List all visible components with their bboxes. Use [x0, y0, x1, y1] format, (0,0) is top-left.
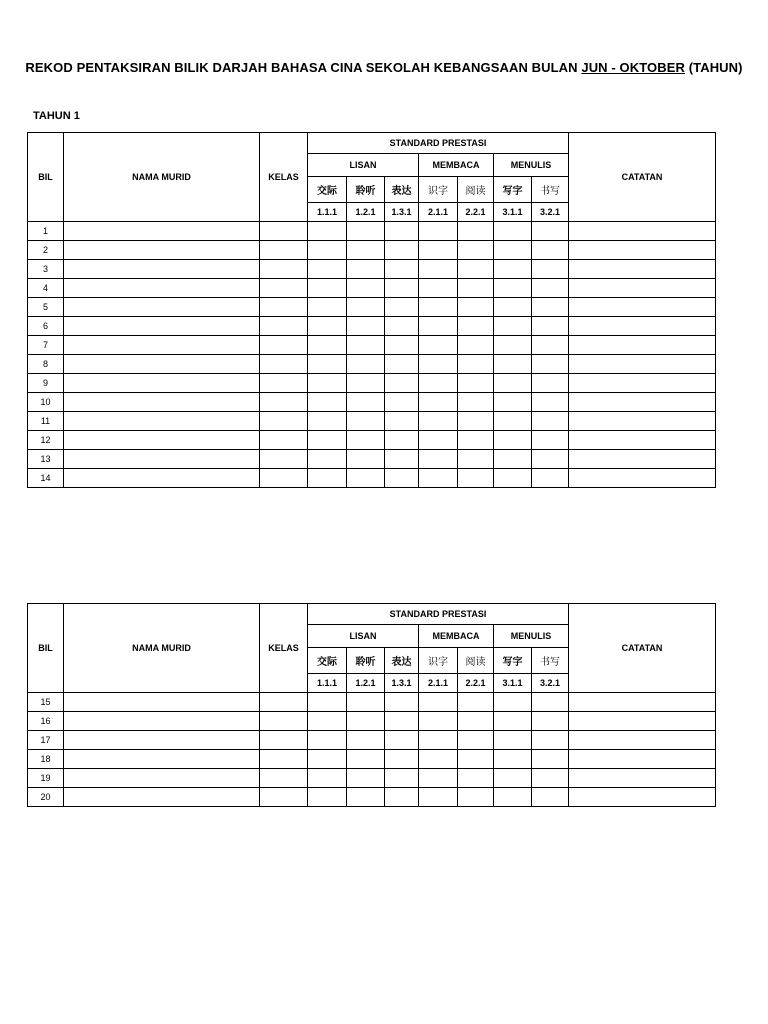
score-cell[interactable]	[385, 279, 419, 298]
row-number: 14	[28, 469, 64, 488]
score-cell[interactable]	[458, 336, 494, 355]
score-cell[interactable]	[308, 412, 347, 431]
row-number: 18	[28, 750, 64, 769]
score-cell[interactable]	[385, 693, 419, 712]
score-cell[interactable]	[532, 393, 569, 412]
score-cell[interactable]	[308, 750, 347, 769]
score-cell[interactable]	[532, 788, 569, 807]
score-cell[interactable]	[385, 731, 419, 750]
header-standard-prestasi: STANDARD PRESTASI	[308, 133, 569, 154]
kelas-cell[interactable]	[260, 393, 308, 412]
code-header: 2.1.1	[419, 203, 458, 222]
score-cell[interactable]	[532, 750, 569, 769]
nama-murid-cell[interactable]	[64, 222, 260, 241]
score-cell[interactable]	[308, 279, 347, 298]
score-cell[interactable]	[458, 374, 494, 393]
score-cell[interactable]	[385, 222, 419, 241]
catatan-cell[interactable]	[569, 279, 716, 298]
row-number: 19	[28, 769, 64, 788]
kelas-cell[interactable]	[260, 431, 308, 450]
catatan-cell[interactable]	[569, 298, 716, 317]
header-catatan: CATATAN	[569, 604, 716, 693]
kelas-cell[interactable]	[260, 712, 308, 731]
score-cell[interactable]	[347, 298, 385, 317]
skill-header: 表达	[385, 177, 419, 203]
page-title	[0, 60, 768, 75]
kelas-cell[interactable]	[260, 298, 308, 317]
score-cell[interactable]	[419, 317, 458, 336]
nama-murid-cell[interactable]	[64, 260, 260, 279]
score-cell[interactable]	[385, 260, 419, 279]
score-cell[interactable]	[494, 412, 532, 431]
score-cell[interactable]	[494, 393, 532, 412]
skill-header: 阅读	[458, 177, 494, 203]
table-row	[28, 393, 716, 412]
score-cell[interactable]	[347, 241, 385, 260]
score-cell[interactable]	[308, 450, 347, 469]
score-cell[interactable]	[385, 241, 419, 260]
table-row	[28, 712, 716, 731]
skill-header: 交际	[308, 177, 347, 203]
score-cell[interactable]	[458, 355, 494, 374]
kelas-cell[interactable]	[260, 731, 308, 750]
header-kelas: KELAS	[260, 133, 308, 222]
row-number: 4	[28, 279, 64, 298]
catatan-cell[interactable]	[569, 469, 716, 488]
score-cell[interactable]	[385, 298, 419, 317]
score-cell[interactable]	[458, 450, 494, 469]
row-number: 1	[28, 222, 64, 241]
score-cell[interactable]	[385, 431, 419, 450]
score-cell[interactable]	[308, 222, 347, 241]
score-cell[interactable]	[419, 412, 458, 431]
table-row	[28, 355, 716, 374]
table-row	[28, 336, 716, 355]
catatan-cell[interactable]	[569, 769, 716, 788]
score-cell[interactable]	[419, 469, 458, 488]
header-lisan: LISAN	[308, 625, 419, 648]
nama-murid-cell[interactable]	[64, 469, 260, 488]
score-cell[interactable]	[308, 374, 347, 393]
section-label: TAHUN 1	[33, 110, 80, 122]
score-cell[interactable]	[308, 241, 347, 260]
catatan-cell[interactable]	[569, 374, 716, 393]
score-cell[interactable]	[347, 469, 385, 488]
score-cell[interactable]	[458, 241, 494, 260]
score-cell[interactable]	[458, 469, 494, 488]
score-cell[interactable]	[494, 731, 532, 750]
table-row	[28, 412, 716, 431]
score-cell[interactable]	[308, 431, 347, 450]
score-cell[interactable]	[494, 712, 532, 731]
score-cell[interactable]	[532, 731, 569, 750]
score-cell[interactable]	[347, 355, 385, 374]
header-nama-murid: NAMA MURID	[64, 604, 260, 693]
score-cell[interactable]	[458, 769, 494, 788]
score-cell[interactable]	[494, 298, 532, 317]
score-cell[interactable]	[385, 788, 419, 807]
score-cell[interactable]	[419, 450, 458, 469]
assessment-table-1	[27, 132, 716, 488]
header-nama-murid: NAMA MURID	[64, 133, 260, 222]
kelas-cell[interactable]	[260, 336, 308, 355]
score-cell[interactable]	[385, 355, 419, 374]
score-cell[interactable]	[419, 788, 458, 807]
score-cell[interactable]	[419, 769, 458, 788]
nama-murid-cell[interactable]	[64, 431, 260, 450]
score-cell[interactable]	[494, 431, 532, 450]
skill-header: 聆听	[347, 648, 385, 674]
score-cell[interactable]	[385, 769, 419, 788]
kelas-cell[interactable]	[260, 279, 308, 298]
nama-murid-cell[interactable]	[64, 731, 260, 750]
code-header: 2.1.1	[419, 674, 458, 693]
nama-murid-cell[interactable]	[64, 693, 260, 712]
score-cell[interactable]	[458, 693, 494, 712]
score-cell[interactable]	[532, 769, 569, 788]
score-cell[interactable]	[385, 469, 419, 488]
score-cell[interactable]	[419, 693, 458, 712]
table-row	[28, 317, 716, 336]
catatan-cell[interactable]	[569, 450, 716, 469]
table-row	[28, 260, 716, 279]
row-number: 17	[28, 731, 64, 750]
score-cell[interactable]	[308, 298, 347, 317]
score-cell[interactable]	[308, 469, 347, 488]
score-cell[interactable]	[347, 431, 385, 450]
nama-murid-cell[interactable]	[64, 788, 260, 807]
score-cell[interactable]	[347, 317, 385, 336]
kelas-cell[interactable]	[260, 450, 308, 469]
code-header: 3.2.1	[532, 674, 569, 693]
skill-header: 书写	[532, 177, 569, 203]
catatan-cell[interactable]	[569, 355, 716, 374]
score-cell[interactable]	[419, 355, 458, 374]
catatan-cell[interactable]	[569, 222, 716, 241]
score-cell[interactable]	[494, 450, 532, 469]
score-cell[interactable]	[385, 317, 419, 336]
score-cell[interactable]	[347, 693, 385, 712]
skill-header: 聆听	[347, 177, 385, 203]
score-cell[interactable]	[347, 336, 385, 355]
score-cell[interactable]	[532, 222, 569, 241]
score-cell[interactable]	[494, 788, 532, 807]
catatan-cell[interactable]	[569, 431, 716, 450]
score-cell[interactable]	[385, 336, 419, 355]
kelas-cell[interactable]	[260, 374, 308, 393]
kelas-cell[interactable]	[260, 355, 308, 374]
code-header: 3.1.1	[494, 203, 532, 222]
score-cell[interactable]	[458, 712, 494, 731]
score-cell[interactable]	[532, 355, 569, 374]
nama-murid-cell[interactable]	[64, 241, 260, 260]
code-header: 1.2.1	[347, 203, 385, 222]
row-number: 2	[28, 241, 64, 260]
score-cell[interactable]	[347, 769, 385, 788]
score-cell[interactable]	[494, 355, 532, 374]
table-row	[28, 769, 716, 788]
score-cell[interactable]	[419, 393, 458, 412]
score-cell[interactable]	[308, 769, 347, 788]
score-cell[interactable]	[494, 769, 532, 788]
kelas-cell[interactable]	[260, 241, 308, 260]
score-cell[interactable]	[532, 298, 569, 317]
score-cell[interactable]	[308, 393, 347, 412]
score-cell[interactable]	[385, 750, 419, 769]
skill-header: 阅读	[458, 648, 494, 674]
catatan-cell[interactable]	[569, 731, 716, 750]
score-cell[interactable]	[419, 298, 458, 317]
row-number: 7	[28, 336, 64, 355]
score-cell[interactable]	[494, 336, 532, 355]
score-cell[interactable]	[494, 317, 532, 336]
score-cell[interactable]	[494, 260, 532, 279]
catatan-cell[interactable]	[569, 317, 716, 336]
header-lisan: LISAN	[308, 154, 419, 177]
score-cell[interactable]	[308, 731, 347, 750]
score-cell[interactable]	[347, 412, 385, 431]
nama-murid-cell[interactable]	[64, 298, 260, 317]
table-body-1	[28, 222, 716, 488]
score-cell[interactable]	[458, 317, 494, 336]
kelas-cell[interactable]	[260, 222, 308, 241]
title-suffix: (TAHUN)	[688, 60, 743, 75]
table-row	[28, 431, 716, 450]
score-cell[interactable]	[419, 731, 458, 750]
score-cell[interactable]	[308, 788, 347, 807]
kelas-cell[interactable]	[260, 317, 308, 336]
score-cell[interactable]	[458, 431, 494, 450]
score-cell[interactable]	[458, 393, 494, 412]
code-header: 3.2.1	[532, 203, 569, 222]
score-cell[interactable]	[347, 393, 385, 412]
catatan-cell[interactable]	[569, 712, 716, 731]
skill-header: 写字	[494, 177, 532, 203]
score-cell[interactable]	[532, 279, 569, 298]
score-cell[interactable]	[458, 222, 494, 241]
nama-murid-cell[interactable]	[64, 374, 260, 393]
header-bil: BIL	[28, 604, 64, 693]
score-cell[interactable]	[419, 241, 458, 260]
score-cell[interactable]	[532, 450, 569, 469]
score-cell[interactable]	[532, 431, 569, 450]
score-cell[interactable]	[419, 279, 458, 298]
score-cell[interactable]	[532, 336, 569, 355]
row-number: 20	[28, 788, 64, 807]
score-cell[interactable]	[308, 317, 347, 336]
row-number: 5	[28, 298, 64, 317]
score-cell[interactable]	[308, 712, 347, 731]
score-cell[interactable]	[532, 241, 569, 260]
nama-murid-cell[interactable]	[64, 355, 260, 374]
skill-header: 交际	[308, 648, 347, 674]
row-number: 8	[28, 355, 64, 374]
kelas-cell[interactable]	[260, 750, 308, 769]
table-row	[28, 469, 716, 488]
table-row	[28, 241, 716, 260]
nama-murid-cell[interactable]	[64, 279, 260, 298]
score-cell[interactable]	[419, 750, 458, 769]
row-number: 9	[28, 374, 64, 393]
table-row	[28, 298, 716, 317]
score-cell[interactable]	[532, 317, 569, 336]
score-cell[interactable]	[494, 750, 532, 769]
score-cell[interactable]	[347, 788, 385, 807]
score-cell[interactable]	[419, 260, 458, 279]
header-standard-prestasi: STANDARD PRESTASI	[308, 604, 569, 625]
row-number: 6	[28, 317, 64, 336]
score-cell[interactable]	[385, 712, 419, 731]
code-header: 1.1.1	[308, 203, 347, 222]
code-header: 1.3.1	[385, 203, 419, 222]
nama-murid-cell[interactable]	[64, 393, 260, 412]
code-header: 2.2.1	[458, 674, 494, 693]
nama-murid-cell[interactable]	[64, 712, 260, 731]
score-cell[interactable]	[419, 431, 458, 450]
table-row	[28, 374, 716, 393]
header-menulis: MENULIS	[494, 154, 569, 177]
score-cell[interactable]	[458, 279, 494, 298]
catatan-cell[interactable]	[569, 750, 716, 769]
row-number: 15	[28, 693, 64, 712]
kelas-cell[interactable]	[260, 260, 308, 279]
row-number: 13	[28, 450, 64, 469]
assessment-table-2	[27, 603, 716, 807]
kelas-cell[interactable]	[260, 412, 308, 431]
score-cell[interactable]	[308, 260, 347, 279]
kelas-cell[interactable]	[260, 693, 308, 712]
score-cell[interactable]	[458, 298, 494, 317]
score-cell[interactable]	[532, 260, 569, 279]
catatan-cell[interactable]	[569, 788, 716, 807]
row-number: 3	[28, 260, 64, 279]
code-header: 1.3.1	[385, 674, 419, 693]
score-cell[interactable]	[419, 336, 458, 355]
score-cell[interactable]	[532, 469, 569, 488]
table-body-2	[28, 693, 716, 807]
nama-murid-cell[interactable]	[64, 317, 260, 336]
catatan-cell[interactable]	[569, 412, 716, 431]
score-cell[interactable]	[494, 469, 532, 488]
catatan-cell[interactable]	[569, 241, 716, 260]
table-row	[28, 731, 716, 750]
score-cell[interactable]	[419, 712, 458, 731]
kelas-cell[interactable]	[260, 469, 308, 488]
row-number: 12	[28, 431, 64, 450]
table-row	[28, 279, 716, 298]
score-cell[interactable]	[347, 260, 385, 279]
nama-murid-cell[interactable]	[64, 412, 260, 431]
header-membaca: MEMBACA	[419, 154, 494, 177]
score-cell[interactable]	[494, 241, 532, 260]
row-number: 11	[28, 412, 64, 431]
score-cell[interactable]	[347, 374, 385, 393]
table-row	[28, 222, 716, 241]
score-cell[interactable]	[385, 374, 419, 393]
catatan-cell[interactable]	[569, 336, 716, 355]
skill-header: 识字	[419, 177, 458, 203]
score-cell[interactable]	[419, 222, 458, 241]
score-cell[interactable]	[494, 374, 532, 393]
score-cell[interactable]	[419, 374, 458, 393]
nama-murid-cell[interactable]	[64, 336, 260, 355]
skill-header: 识字	[419, 648, 458, 674]
table-row	[28, 693, 716, 712]
header-catatan: CATATAN	[569, 133, 716, 222]
code-header: 3.1.1	[494, 674, 532, 693]
score-cell[interactable]	[532, 374, 569, 393]
code-header: 2.2.1	[458, 203, 494, 222]
score-cell[interactable]	[385, 412, 419, 431]
skill-header: 书写	[532, 648, 569, 674]
score-cell[interactable]	[458, 412, 494, 431]
score-cell[interactable]	[347, 731, 385, 750]
catatan-cell[interactable]	[569, 693, 716, 712]
nama-murid-cell[interactable]	[64, 769, 260, 788]
score-cell[interactable]	[458, 731, 494, 750]
kelas-cell[interactable]	[260, 788, 308, 807]
skill-header: 写字	[494, 648, 532, 674]
score-cell[interactable]	[308, 693, 347, 712]
score-cell[interactable]	[385, 393, 419, 412]
skill-header: 表达	[385, 648, 419, 674]
code-header: 1.2.1	[347, 674, 385, 693]
score-cell[interactable]	[532, 412, 569, 431]
score-cell[interactable]	[494, 279, 532, 298]
catatan-cell[interactable]	[569, 260, 716, 279]
score-cell[interactable]	[308, 355, 347, 374]
title-months: JUN - OKTOBER	[581, 60, 685, 75]
score-cell[interactable]	[347, 279, 385, 298]
score-cell[interactable]	[347, 222, 385, 241]
score-cell[interactable]	[308, 336, 347, 355]
table-row	[28, 450, 716, 469]
code-header: 1.1.1	[308, 674, 347, 693]
header-bil: BIL	[28, 133, 64, 222]
title-prefix: REKOD PENTAKSIRAN BILIK DARJAH BAHASA CINA SEKOLAH KEBANGSAAN BULAN	[25, 60, 578, 75]
score-cell[interactable]	[532, 693, 569, 712]
nama-murid-cell[interactable]	[64, 750, 260, 769]
header-menulis: MENULIS	[494, 625, 569, 648]
score-cell[interactable]	[347, 712, 385, 731]
score-cell[interactable]	[347, 450, 385, 469]
row-number: 16	[28, 712, 64, 731]
score-cell[interactable]	[532, 712, 569, 731]
score-cell[interactable]	[458, 788, 494, 807]
catatan-cell[interactable]	[569, 393, 716, 412]
header-kelas: KELAS	[260, 604, 308, 693]
header-membaca: MEMBACA	[419, 625, 494, 648]
table-row	[28, 788, 716, 807]
row-number: 10	[28, 393, 64, 412]
table-row	[28, 750, 716, 769]
score-cell[interactable]	[385, 450, 419, 469]
score-cell[interactable]	[458, 260, 494, 279]
score-cell[interactable]	[458, 750, 494, 769]
score-cell[interactable]	[347, 750, 385, 769]
kelas-cell[interactable]	[260, 769, 308, 788]
score-cell[interactable]	[494, 693, 532, 712]
score-cell[interactable]	[494, 222, 532, 241]
nama-murid-cell[interactable]	[64, 450, 260, 469]
